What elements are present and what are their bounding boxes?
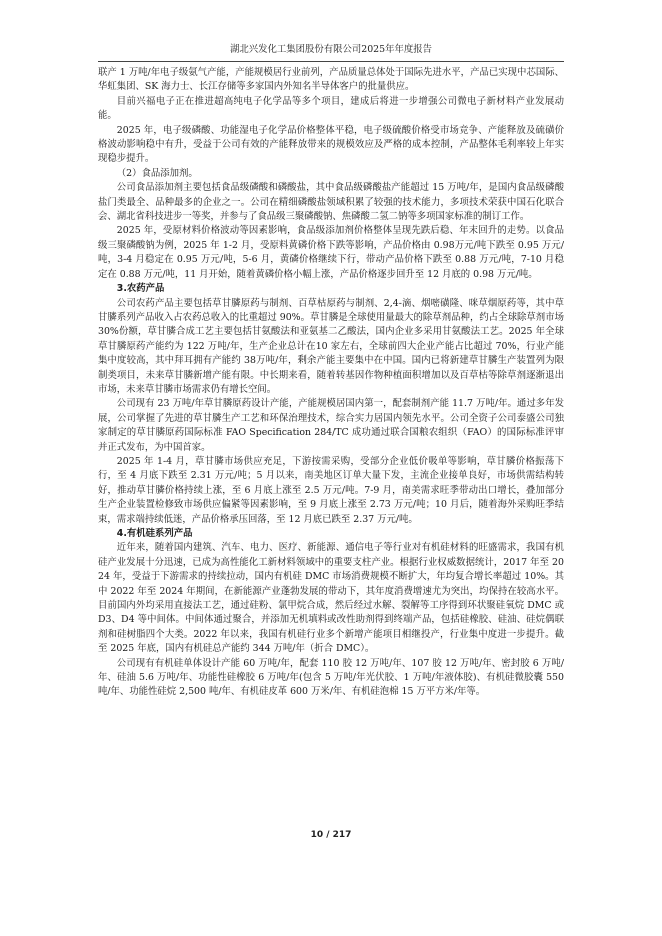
- body-paragraph: （2）食品添加剂。: [116, 167, 198, 179]
- header-rule: [98, 61, 564, 62]
- body-paragraph: 近年来，随着国内建筑、汽车、电力、医疗、新能源、通信电子等行业对有机硅材料的旺盛需求，我国有机硅产业发展十分迅速，已成为高性能化工新材料领域中的重要支柱产业。根据行业权威数据统计，2017 年至 2024 年，受益于下游需求的持续拉动，国内有机硅 DMC 市场消费规模不断扩大，年均复合增长率超过 10%。其中 2022 年至 2024 年期间，在新能源产业蓬勃发展的带动下，其年度消费增速尤为突出，均保持在较高水平。目前国内外均采用直接法工艺，通过硅粉、氯甲烷合成，然后经过水解、裂解等工序得到环状聚硅氧烷 DMC 或 D3、D4 等中间体。中间体通过聚合，并添加无机填料或改性助剂得到终端产品，包括硅橡胶、硅油、硅烷偶联剂和硅树脂四个大类。2022 年以来，我国有机硅行业多个新增产能项目相继投产，行业集中度进一步提升。截至 2025 年底，国内有机硅总产能约 344 万吨/年（折合 DMC）。: [98, 542, 564, 655]
- body-paragraph: 2025 年 1-4 月，草甘膦市场供应充足，下游按需采购，受部分企业低价吸单等影响，草甘膦价格振荡下行，至 4 月底下跌至 2.31 万元/吨；5 月以来，南美地区订单大量下发，主流企业接单良好，市场供需结构转好，推动草甘膦价格持续上涨，至 6 月底上涨至 2.5 万元/吨。7-9 月，南美需求旺季带动出口增长，叠加部分生产企业装置检修致市场供应偏紧等因素影响，至 9 月底上涨至 2.73 万元/吨；10 月后，随着海外采购旺季结束，需求端持续低迷，产品价格承压回落，至 12 月底已跌至 2.37 万元/吨。: [98, 455, 564, 525]
- body-paragraph: 公司现有 23 万吨/年草甘膦原药设计产能，产能规模居国内第一，配套制剂产能 11.7 万吨/年。通过多年发展，公司掌握了先进的草甘膦生产工艺和环保治理技术，综合实力居国内领先水平。公司全资子公司泰盛公司独家制定的草甘膦原药国际标准 FAO Specification 284/TC 成功通过联合国粮农组织（FAO）的国际标准评审并正式发布，为中国首家。: [98, 398, 564, 453]
- body-paragraph: 目前兴福电子正在推进超高纯电子化学品等多个项目，建成后将进一步增强公司微电子新材料产业发展动能。: [98, 95, 564, 122]
- document-body: [98, 66, 564, 700]
- page-header: 湖北兴发化工集团股份有限公司2025年年度报告: [230, 44, 432, 55]
- body-paragraph: 联产 1 万吨/年电子级氨气产能，产能规模居行业前列，产品质量总体处于国际先进水平，产品已实现中芯国际、华虹集团、SK 海力士、长江存储等多家国内外知名半导体客户的批量供应。: [98, 67, 564, 93]
- body-paragraph: 公司现有有机硅单体设计产能 60 万吨/年，配套 110 胶 12 万吨/年、107 胶 12 万吨/年、密封胶 6 万吨/年、硅油 5.6 万吨/年、功能性硅橡胶 6 万吨/年(包含 5 万吨/年光伏胶、1 万吨/年液体胶)、有机硅微胶囊 550 吨/年、功能性硅烷 2,500 吨/年、有机硅皮革 600 万米/年、有机硅泡棉 15 万平方米/年等。: [98, 657, 564, 698]
- body-paragraph: 2025 年，受原材料价格波动等因素影响，食品级添加剂价格整体呈现先跌后稳、年末回升的走势。以食品级三聚磷酸钠为例，2025 年 1-2 月，受原料黄磷价格下跌等影响，产品价格由 0.98万元/吨下跌至 0.95 万元/吨，3-4 月稳定在 0.95 万元/吨，5-6 月，黄磷价格继续下行，带动产品价格下跌至 0.88 万元/吨，7-10 月稳定在 0.88 万元/吨，11 月开始，随着黄磷价格小幅上涨，产品价格逐步回升至 12 月底的 0.98 万元/吨。: [98, 225, 564, 280]
- body-paragraph: 公司农药产品主要包括草甘膦原药与制剂、百草枯原药与制剂、2,4-滴、烟嘧磺隆、咪草烟原药等，其中草甘膦系列产品收入占农药总收入的比重超过 90%。草甘膦是全球使用量最大的除草剂品种，约占全球除草剂市场 30%份额，草甘膦合成工艺主要包括甘氨酸法和亚氨基二乙酸法，国内企业多采用甘氨酸法工艺。2025 年全球草甘膦原药产能约为 122 万吨/年，生产企业总计在10 家左右，全球前四大企业产能占比超过 70%，行业产能集中度较高，其中拜耳拥有产能约 38万吨/年，剩余产能主要集中在中国。国内已将新建草甘膦生产装置列为限制类项目，未来草甘膦新增产能有限。中长期来看，随着转基因作物种植面积增加以及百草枯等除草剂逐渐退出市场，未来草甘膦市场需求仍有增长空间。: [98, 297, 564, 395]
- body-paragraph: 2025 年，电子级磷酸、功能湿电子化学品价格整体平稳，电子级硫酸价格受市场竞争、产能释放及硫磺价格波动影响稳中有升，受益于公司有效的产能释放带来的规模效应及严格的成本控制，产品整体毛利率较上年实现稳步提升。: [98, 124, 564, 165]
- section-heading: 4.有机硅系列产品: [116, 528, 193, 539]
- section-heading: 3.农药产品: [116, 283, 165, 295]
- body-paragraph: 公司食品添加剂主要包括食品级磷酸和磷酸盐，其中食品级磷酸盐产能超过 15 万吨/年，是国内食品级磷酸盐门类最全、品种最多的企业之一。公司在精细磷酸盐领域积累了较强的技术能力，多项技术荣获中国石化联合会、湖北省科技进步一等奖，并参与了食品级三聚磷酸钠、焦磷酸二氢二钠等多项国家标准的制订工作。: [98, 182, 564, 223]
- page-number: 10 / 217: [310, 830, 352, 840]
